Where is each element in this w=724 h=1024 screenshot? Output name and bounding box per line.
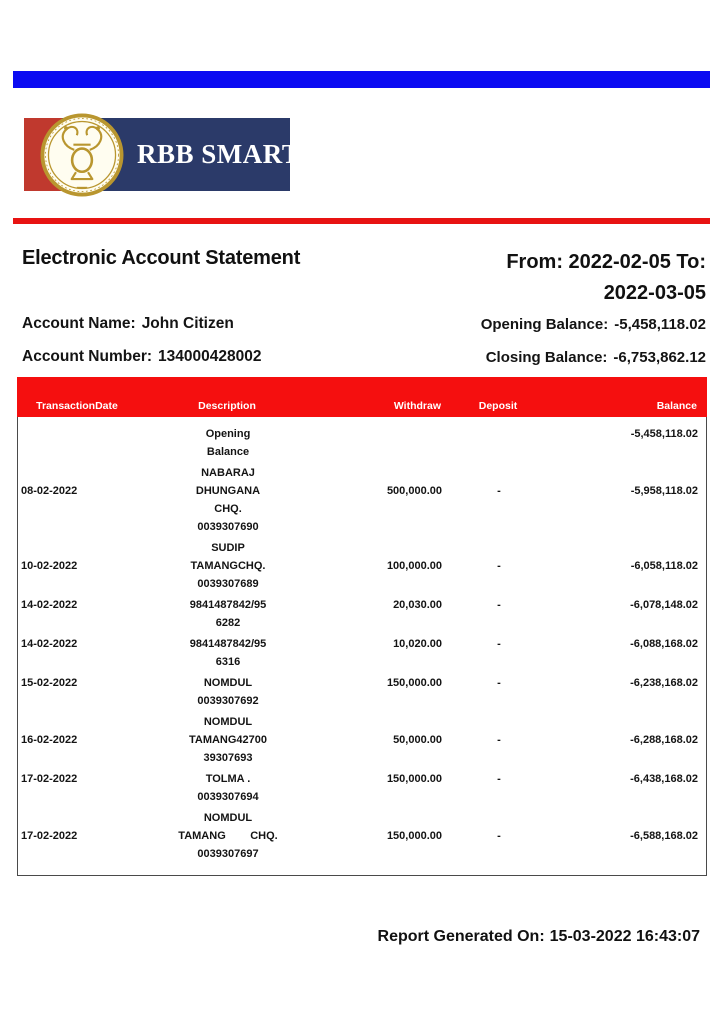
closing-balance-row bbox=[481, 349, 706, 367]
description-line: 0039307692 bbox=[197, 695, 259, 707]
balance-info bbox=[481, 316, 706, 367]
table-body bbox=[17, 417, 707, 876]
cell-transaction-date: 14-02-2022 bbox=[21, 638, 78, 650]
table-row bbox=[18, 464, 706, 536]
description-line: 0039307690 bbox=[197, 521, 259, 533]
cell-balance: -6,238,168.02 bbox=[630, 677, 698, 689]
cell-description bbox=[133, 464, 323, 536]
table-row bbox=[18, 770, 706, 806]
description-line: NOMDUL bbox=[203, 812, 253, 824]
cell-transaction-date: 17-02-2022 bbox=[21, 830, 78, 842]
cell-balance: -6,288,168.02 bbox=[630, 734, 698, 746]
col-header-withdraw: Withdraw bbox=[393, 400, 441, 412]
account-name-row bbox=[22, 315, 262, 333]
cell-description bbox=[133, 770, 323, 806]
cell-deposit: - bbox=[497, 677, 501, 689]
col-header-deposit: Deposit bbox=[478, 400, 518, 412]
cell-description bbox=[133, 713, 323, 767]
description-line: SUDIP bbox=[211, 542, 245, 554]
description-line: 6282 bbox=[215, 617, 241, 629]
opening-balance-row bbox=[481, 316, 706, 334]
table-header bbox=[17, 377, 707, 417]
description-line: 9841487842/95 bbox=[189, 638, 267, 650]
description-line: 0039307689 bbox=[197, 578, 259, 590]
date-range-line2: 2022-03-05 bbox=[603, 282, 706, 304]
account-number-label: Account Number: bbox=[22, 348, 153, 365]
cell-balance: -6,588,168.02 bbox=[630, 830, 698, 842]
table-row bbox=[18, 674, 706, 710]
closing-balance-label: Closing Balance: bbox=[485, 349, 608, 366]
cell-withdraw: 150,000.00 bbox=[386, 677, 442, 689]
cell-deposit: - bbox=[497, 773, 501, 785]
cell-balance: -6,438,168.02 bbox=[630, 773, 698, 785]
cell-withdraw: 500,000.00 bbox=[386, 485, 442, 497]
description-line: NABARAJ bbox=[201, 467, 255, 479]
red-divider bbox=[13, 218, 710, 224]
page-title: Electronic Account Statement bbox=[22, 247, 301, 269]
description-line: TAMANG42700 bbox=[188, 734, 268, 746]
cell-balance: -6,058,118.02 bbox=[630, 560, 698, 572]
cell-withdraw: 10,020.00 bbox=[393, 638, 442, 650]
description-line: DHUNGANA bbox=[195, 485, 261, 497]
cell-deposit: - bbox=[497, 485, 501, 497]
cell-withdraw: 150,000.00 bbox=[386, 773, 442, 785]
statement-date-range bbox=[506, 247, 706, 309]
rbb-emblem-icon bbox=[39, 112, 125, 198]
cell-transaction-date: 17-02-2022 bbox=[21, 773, 78, 785]
table-row bbox=[18, 596, 706, 632]
description-line: NOMDUL bbox=[203, 677, 253, 689]
cell-description bbox=[133, 809, 323, 863]
account-number-value: 134000428002 bbox=[158, 348, 262, 365]
cell-transaction-date: 08-02-2022 bbox=[21, 485, 78, 497]
cell-description bbox=[133, 674, 323, 710]
cell-description bbox=[133, 539, 323, 593]
description-line: 0039307694 bbox=[197, 791, 259, 803]
cell-deposit: - bbox=[497, 560, 501, 572]
report-footer bbox=[378, 928, 700, 946]
cell-description bbox=[133, 596, 323, 632]
col-header-balance: Balance bbox=[656, 400, 697, 412]
cell-withdraw: 20,030.00 bbox=[393, 599, 442, 611]
account-number-row bbox=[22, 348, 262, 366]
description-line: Opening bbox=[205, 428, 251, 440]
description-line: 0039307697 bbox=[197, 848, 259, 860]
account-info bbox=[22, 315, 262, 366]
top-accent-bar bbox=[13, 71, 710, 88]
description-line: 6316 bbox=[215, 656, 241, 668]
date-range-line1: From: 2022-02-05 To: bbox=[506, 251, 706, 273]
report-generated-value: 15-03-2022 16:43:07 bbox=[549, 928, 700, 945]
cell-withdraw: 100,000.00 bbox=[386, 560, 442, 572]
description-line: 9841487842/95 bbox=[189, 599, 267, 611]
description-line: 39307693 bbox=[203, 752, 253, 764]
description-line: TAMANGCHQ. bbox=[190, 560, 266, 572]
cell-transaction-date: 14-02-2022 bbox=[21, 599, 78, 611]
transactions-table bbox=[17, 377, 707, 876]
cell-description bbox=[133, 635, 323, 671]
cell-balance: -5,958,118.02 bbox=[630, 485, 698, 497]
cell-balance: -6,088,168.02 bbox=[630, 638, 698, 650]
cell-withdraw: 50,000.00 bbox=[393, 734, 442, 746]
table-row bbox=[18, 809, 706, 863]
rbb-logo bbox=[24, 117, 301, 192]
cell-description bbox=[133, 425, 323, 461]
cell-balance: -5,458,118.02 bbox=[630, 428, 698, 440]
report-generated-label: Report Generated On: bbox=[377, 928, 545, 945]
description-line: TOLMA . bbox=[205, 773, 251, 785]
description-line: Balance bbox=[206, 446, 250, 458]
description-line: TAMANG CHQ. bbox=[178, 830, 278, 842]
cell-deposit: - bbox=[497, 734, 501, 746]
cell-transaction-date: 16-02-2022 bbox=[21, 734, 78, 746]
cell-withdraw: 150,000.00 bbox=[386, 830, 442, 842]
cell-balance: -6,078,148.02 bbox=[630, 599, 698, 611]
cell-deposit: - bbox=[497, 599, 501, 611]
opening-balance-value: -5,458,118.02 bbox=[614, 316, 706, 333]
account-name-label: Account Name: bbox=[22, 315, 136, 332]
table-row bbox=[18, 713, 706, 767]
description-line: NOMDUL bbox=[203, 716, 253, 728]
cell-deposit: - bbox=[497, 638, 501, 650]
cell-transaction-date: 15-02-2022 bbox=[21, 677, 78, 689]
table-row bbox=[18, 539, 706, 593]
table-row bbox=[18, 635, 706, 671]
col-header-description: Description bbox=[198, 400, 256, 412]
closing-balance-value: -6,753,862.12 bbox=[613, 349, 706, 366]
table-row bbox=[18, 425, 706, 461]
logo-text: RBB SMART bbox=[137, 139, 301, 169]
description-line: CHQ. bbox=[214, 503, 242, 515]
col-header-transactiondate: TransactionDate bbox=[36, 400, 118, 412]
opening-balance-label: Opening Balance: bbox=[480, 316, 609, 333]
account-name-value: John Citizen bbox=[141, 315, 234, 332]
cell-deposit: - bbox=[497, 830, 501, 842]
cell-transaction-date: 10-02-2022 bbox=[21, 560, 78, 572]
